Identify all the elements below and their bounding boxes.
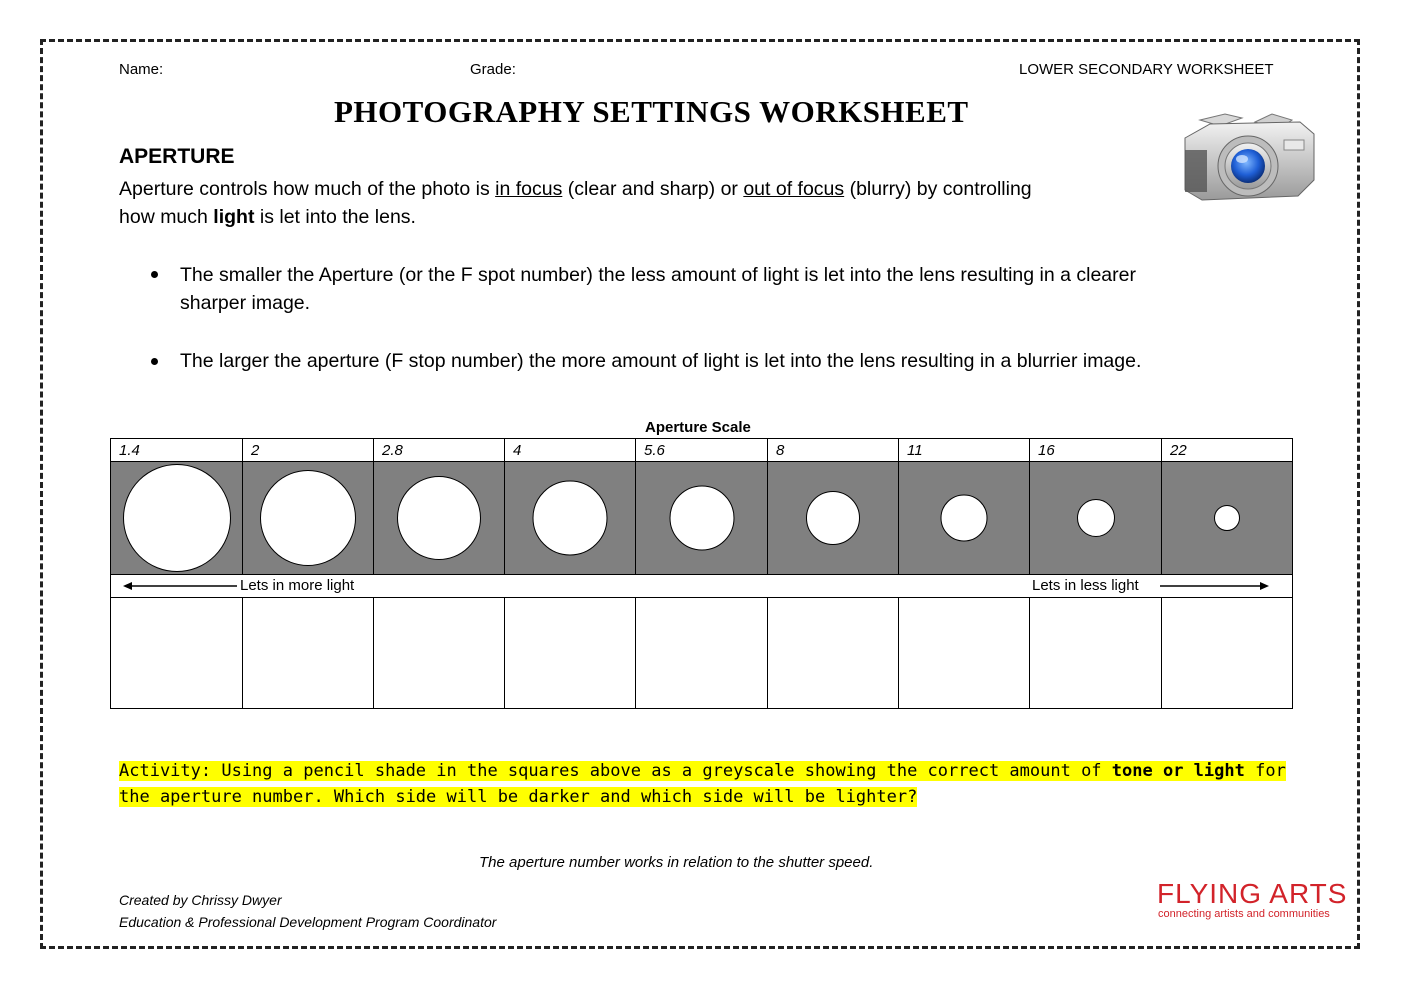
- aperture-circle: [1214, 505, 1240, 531]
- bullet-1: [180, 261, 1136, 317]
- aperture-cell: [111, 462, 243, 575]
- flying-arts-logo: FLYING ARTS: [1157, 878, 1348, 909]
- bullet-1-line-1: The smaller the Aperture (or the F spot number) the less amount of light is let into the lens resulting in a clearer: [180, 264, 1136, 286]
- f-number-cell: 5.6: [636, 439, 768, 462]
- f-number-cell: 11: [899, 439, 1030, 462]
- activity-text: Activity: Using a pencil shade in the squares above as a greyscale showing the correct amount of: [119, 761, 1112, 781]
- shading-square[interactable]: [374, 598, 505, 709]
- aperture-cell: [636, 462, 768, 575]
- aperture-scale-title: Aperture Scale: [645, 419, 751, 436]
- bullet-1-line-2: sharper image.: [180, 292, 311, 314]
- intro-paragraph: [119, 175, 1032, 231]
- intro-text: how much: [119, 206, 214, 228]
- f-number-cell: 1.4: [111, 439, 243, 462]
- aperture-circle: [1077, 499, 1115, 537]
- more-light-label: Lets in more light: [240, 577, 355, 594]
- aperture-cell: [1030, 462, 1162, 575]
- aperture-cell: [1162, 462, 1293, 575]
- activity-bold-text: tone or light: [1111, 761, 1245, 781]
- page-title: PHOTOGRAPHY SETTINGS WORKSHEET: [334, 94, 969, 129]
- shading-square[interactable]: [1162, 598, 1293, 709]
- credit-author: Created by Chrissy Dwyer: [119, 892, 282, 908]
- light-direction-row: [111, 575, 1293, 598]
- aperture-circle: [123, 464, 231, 572]
- intro-text: (blurry) by controlling: [844, 178, 1032, 200]
- arrow-left-icon: [123, 580, 238, 592]
- activity-line-1: [119, 761, 1286, 781]
- worksheet-level: LOWER SECONDARY WORKSHEET: [1019, 61, 1274, 78]
- aperture-cell: [505, 462, 636, 575]
- activity-line-2: the aperture number. Which side will be darker and which side will be lighter?: [119, 787, 918, 807]
- name-label: Name:: [119, 61, 164, 78]
- arrow-right-icon: [1160, 580, 1270, 592]
- bullet-dot: [151, 271, 158, 278]
- f-number-cell: 22: [1162, 439, 1293, 462]
- f-number-cell: 4: [505, 439, 636, 462]
- f-number-cell: 2: [243, 439, 374, 462]
- shutter-speed-note: The aperture number works in relation to the shutter speed.: [479, 854, 874, 871]
- aperture-circle: [669, 486, 734, 551]
- f-number-row: [111, 439, 1293, 462]
- shading-square[interactable]: [899, 598, 1030, 709]
- aperture-circle-row: [111, 462, 1293, 575]
- intro-text: is let into the lens.: [254, 206, 416, 228]
- shading-row: [111, 598, 1293, 709]
- aperture-circle: [941, 495, 988, 542]
- shading-square[interactable]: [505, 598, 636, 709]
- aperture-cell: [899, 462, 1030, 575]
- bullet-dot: [151, 358, 158, 365]
- intro-text: (clear and sharp) or: [562, 178, 744, 200]
- activity-instructions: [119, 758, 1286, 810]
- aperture-cell: [374, 462, 505, 575]
- shading-square[interactable]: [1030, 598, 1162, 709]
- less-light-label: Lets in less light: [1032, 577, 1139, 594]
- out-of-focus-text: out of focus: [743, 178, 845, 200]
- aperture-scale-table: [110, 438, 1293, 709]
- light-text: light: [213, 206, 255, 228]
- f-number-cell: 8: [768, 439, 899, 462]
- section-heading: APERTURE: [119, 145, 235, 168]
- activity-text: for: [1244, 761, 1286, 781]
- aperture-circle: [806, 491, 860, 545]
- credit-role: Education & Professional Development Program Coordinator: [119, 914, 497, 930]
- shading-square[interactable]: [636, 598, 768, 709]
- grade-label: Grade:: [470, 61, 516, 78]
- aperture-cell: [243, 462, 374, 575]
- aperture-circle: [260, 470, 356, 566]
- f-number-cell: 2.8: [374, 439, 505, 462]
- aperture-circle: [533, 481, 608, 556]
- f-number-cell: 16: [1030, 439, 1162, 462]
- light-direction-cell: [111, 575, 1293, 598]
- shading-square[interactable]: [111, 598, 243, 709]
- camera-icon: [1180, 110, 1320, 205]
- bullet-2: The larger the aperture (F stop number) the more amount of light is let into the lens resulting in a blurrier image.: [180, 350, 1142, 372]
- shading-square[interactable]: [243, 598, 374, 709]
- flying-arts-tagline: connecting artists and communities: [1158, 908, 1330, 920]
- aperture-circle: [397, 476, 481, 560]
- shading-square[interactable]: [768, 598, 899, 709]
- intro-text: Aperture controls how much of the photo is: [119, 178, 496, 200]
- aperture-cell: [768, 462, 899, 575]
- in-focus-text: in focus: [495, 178, 563, 200]
